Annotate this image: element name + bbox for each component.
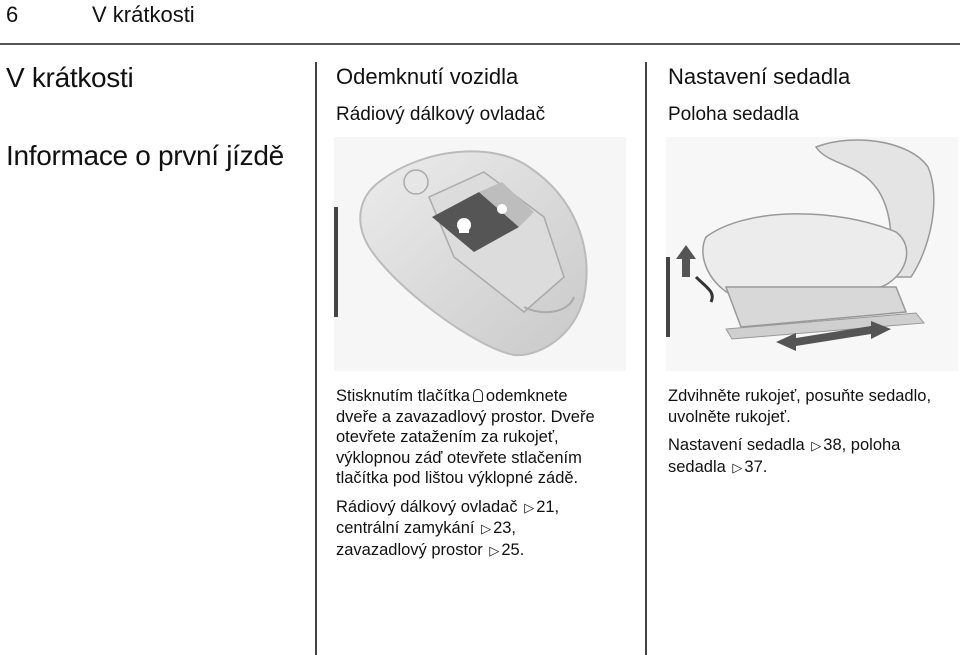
seat-references-paragraph — [668, 435, 960, 478]
text-line: výklopnou záď otevřete stlačením — [336, 448, 582, 467]
page-reference-icon: ▷ — [811, 438, 822, 453]
text-line: dveře a zavazadlový prostor. Dveře — [336, 407, 595, 426]
page-number: 6 — [6, 2, 19, 27]
chapter-subheading: Informace o první jízdě — [6, 140, 284, 171]
text-line: uvolněte rukojeť. — [668, 407, 791, 426]
page-reference[interactable]: 23, — [493, 519, 517, 537]
text-line: tlačítka pod lištou výklopné zádě. — [336, 469, 579, 487]
column-divider-left — [315, 62, 317, 655]
remote-key-illustration — [334, 137, 626, 371]
section-heading-unlocking: Odemknutí vozidla — [336, 64, 519, 89]
page-reference[interactable]: 38, poloha — [823, 436, 901, 454]
seat-paragraph — [668, 386, 960, 427]
section-subheading-remote: Rádiový dálkový ovladač — [336, 104, 546, 125]
unlock-button-icon — [473, 389, 483, 402]
running-header-title: V krátkosti — [92, 2, 195, 27]
page-reference-icon: ▷ — [481, 521, 492, 536]
page-reference-icon: ▷ — [489, 542, 500, 558]
seat-text — [668, 386, 960, 486]
text-line: zavazadlový prostor — [336, 540, 483, 559]
page-reference[interactable]: 37. — [744, 457, 768, 476]
page-reference[interactable]: 25. — [501, 540, 525, 559]
section-subheading-seat-position: Poloha sedadla — [668, 104, 799, 125]
chapter-heading: V krátkosti — [6, 62, 134, 93]
text-line: Zdvihněte rukojeť, posuňte sedadlo, — [668, 387, 932, 405]
page-reference[interactable]: 21, — [536, 497, 560, 516]
seat-adjustment-illustration — [666, 137, 958, 371]
text-line: otevřete zatažením za rukojeť, — [336, 428, 559, 446]
section-heading-seat: Nastavení sedadla — [668, 64, 851, 89]
column-divider-right — [645, 62, 647, 655]
text-line: Nastavení sedadla — [668, 436, 805, 454]
header-divider — [0, 43, 960, 45]
text-line: odemknete — [485, 387, 568, 405]
text-line: Stisknutím tlačítka — [336, 387, 470, 405]
text-line: Rádiový dálkový ovladač — [336, 497, 518, 516]
references-paragraph — [336, 497, 636, 562]
text-line: sedadla — [668, 457, 726, 476]
page-reference-icon: ▷ — [524, 499, 535, 515]
unlocking-text — [336, 386, 636, 569]
text-line: centrální zamykání — [336, 519, 475, 537]
unlocking-paragraph — [336, 386, 636, 489]
page-reference-icon: ▷ — [732, 459, 743, 475]
